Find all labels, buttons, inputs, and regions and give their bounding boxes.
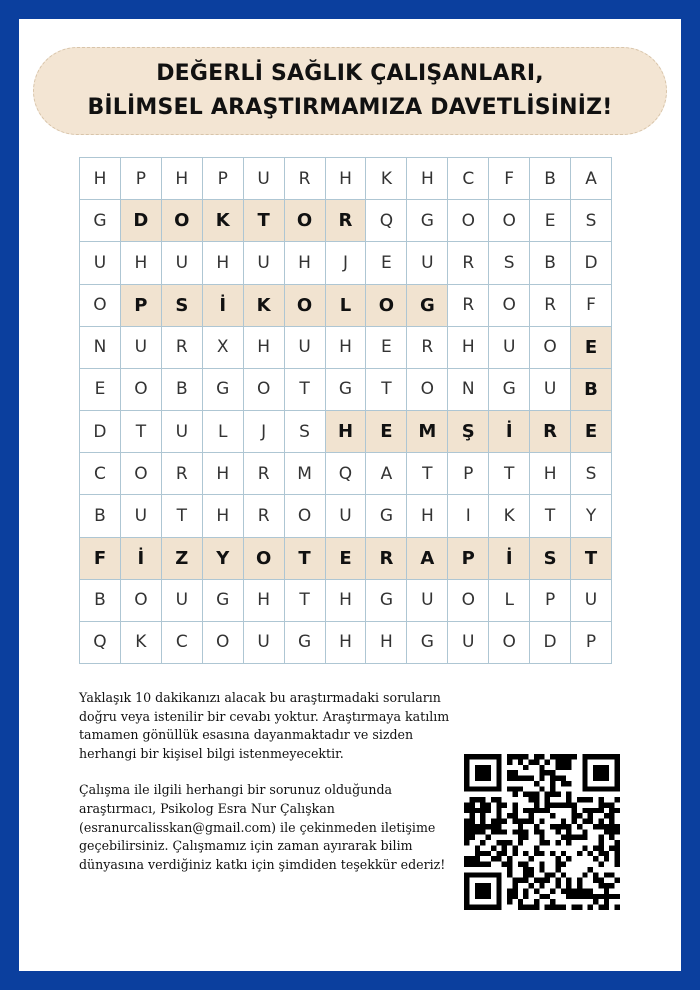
grid-cell: H	[203, 495, 244, 537]
grid-cell: P	[203, 158, 244, 200]
grid-cell: H	[285, 242, 326, 284]
grid-cell: R	[162, 327, 203, 369]
grid-cell: H	[121, 242, 162, 284]
grid-cell: R	[366, 538, 407, 580]
grid-cell: R	[530, 285, 571, 327]
grid-cell: P	[121, 285, 162, 327]
grid-cell: N	[80, 327, 121, 369]
grid-cell: E	[80, 369, 121, 411]
grid-cell: O	[80, 285, 121, 327]
info-paragraph-1: Yaklaşık 10 dakikanızı alacak bu araştırmadaki soruların doğru veya istenilir bir cevabı yoktur. Araştırmaya katılım tamamen gönüllük esasına dayanmaktadır ve sizden herhangi bir kişisel bilgi istenmeyecektir.	[79, 690, 450, 761]
grid-cell: E	[326, 538, 367, 580]
grid-cell: O	[244, 538, 285, 580]
grid-cell: U	[244, 242, 285, 284]
grid-cell: X	[203, 327, 244, 369]
grid-cell: G	[326, 369, 367, 411]
grid-cell: T	[489, 453, 530, 495]
grid-cell: K	[203, 200, 244, 242]
grid-cell: O	[244, 369, 285, 411]
grid-cell: H	[203, 453, 244, 495]
grid-cell: K	[244, 285, 285, 327]
grid-cell: U	[489, 327, 530, 369]
grid-cell: B	[530, 242, 571, 284]
grid-cell: T	[244, 200, 285, 242]
grid-cell: O	[366, 285, 407, 327]
grid-cell: U	[121, 495, 162, 537]
grid-cell: T	[285, 369, 326, 411]
grid-cell: T	[571, 538, 612, 580]
grid-cell: Q	[326, 453, 367, 495]
grid-cell: R	[530, 411, 571, 453]
grid-cell: R	[285, 158, 326, 200]
grid-cell: G	[407, 200, 448, 242]
grid-cell: L	[489, 580, 530, 622]
grid-cell: F	[489, 158, 530, 200]
grid-cell: P	[448, 453, 489, 495]
grid-cell: T	[366, 369, 407, 411]
info-text	[79, 689, 459, 892]
grid-cell: I	[448, 495, 489, 537]
grid-cell: H	[448, 327, 489, 369]
grid-cell: S	[571, 200, 612, 242]
grid-cell: C	[80, 453, 121, 495]
title-line-2: BİLİMSEL ARAŞTIRMAMIZA DAVETLİSİNİZ!	[87, 95, 613, 120]
grid-cell: O	[489, 285, 530, 327]
grid-cell: E	[366, 242, 407, 284]
grid-cell: U	[162, 411, 203, 453]
grid-cell: E	[571, 411, 612, 453]
word-search-grid	[79, 157, 612, 664]
grid-cell: H	[407, 495, 448, 537]
grid-cell: H	[326, 411, 367, 453]
grid-cell: S	[285, 411, 326, 453]
grid-cell: H	[162, 158, 203, 200]
grid-cell: E	[366, 411, 407, 453]
grid-cell: O	[530, 327, 571, 369]
grid-cell: H	[80, 158, 121, 200]
grid-cell: C	[162, 622, 203, 664]
grid-cell: O	[489, 622, 530, 664]
grid-cell: O	[121, 580, 162, 622]
grid-cell: A	[366, 453, 407, 495]
grid-cell: R	[407, 327, 448, 369]
grid-cell: Q	[366, 200, 407, 242]
grid-cell: G	[203, 580, 244, 622]
grid-cell: O	[121, 453, 162, 495]
grid-cell: D	[80, 411, 121, 453]
grid-cell: R	[162, 453, 203, 495]
grid-cell: E	[530, 200, 571, 242]
grid-cell: J	[326, 242, 367, 284]
grid-cell: D	[530, 622, 571, 664]
grid-cell: L	[203, 411, 244, 453]
grid-cell: H	[203, 242, 244, 284]
grid-cell: S	[530, 538, 571, 580]
grid-cell: T	[285, 538, 326, 580]
title-line-1: DEĞERLİ SAĞLIK ÇALIŞANLARI,	[156, 61, 544, 86]
grid-cell: P	[530, 580, 571, 622]
grid-cell: T	[407, 453, 448, 495]
grid-cell: H	[366, 622, 407, 664]
grid-cell: L	[326, 285, 367, 327]
grid-cell: U	[407, 580, 448, 622]
grid-cell: P	[121, 158, 162, 200]
grid-cell: Ş	[448, 411, 489, 453]
grid-cell: R	[448, 285, 489, 327]
grid-cell: F	[571, 285, 612, 327]
grid-cell: O	[489, 200, 530, 242]
grid-cell: S	[162, 285, 203, 327]
grid-cell: A	[571, 158, 612, 200]
grid-cell: U	[326, 495, 367, 537]
grid-cell: S	[571, 453, 612, 495]
grid-cell: T	[285, 580, 326, 622]
grid-cell: M	[285, 453, 326, 495]
grid-cell: T	[162, 495, 203, 537]
grid-cell: U	[407, 242, 448, 284]
grid-cell: K	[121, 622, 162, 664]
grid-cell: O	[448, 580, 489, 622]
grid-cell: U	[162, 242, 203, 284]
grid-cell: B	[80, 495, 121, 537]
grid-cell: E	[571, 327, 612, 369]
grid-cell: G	[285, 622, 326, 664]
grid-cell: D	[571, 242, 612, 284]
grid-cell: J	[244, 411, 285, 453]
grid-cell: B	[530, 158, 571, 200]
grid-cell: U	[244, 622, 285, 664]
grid-cell: K	[489, 495, 530, 537]
grid-cell: F	[80, 538, 121, 580]
grid-cell: R	[448, 242, 489, 284]
grid-cell: U	[121, 327, 162, 369]
grid-cell: O	[285, 285, 326, 327]
grid-cell: A	[407, 538, 448, 580]
grid-cell: G	[407, 285, 448, 327]
grid-cell: G	[80, 200, 121, 242]
grid-cell: B	[162, 369, 203, 411]
grid-cell: P	[448, 538, 489, 580]
info-paragraph-2: Çalışma ile ilgili herhangi bir sorunuz olduğunda araştırmacı, Psikolog Esra Nur Çalışkan (esranurcalisskan@gmail.com) ile çekinmeden iletişime geçebilirsiniz. Çalışmamız için zaman ayırarak bilim dünyasına verdiğiniz katkı için şimdiden teşekkür ederiz!	[79, 782, 446, 872]
grid-cell: O	[448, 200, 489, 242]
grid-cell: O	[285, 200, 326, 242]
grid-cell: G	[407, 622, 448, 664]
grid-cell: G	[489, 369, 530, 411]
qr-code-icon[interactable]	[464, 754, 620, 910]
grid-cell: U	[80, 242, 121, 284]
grid-cell: R	[326, 200, 367, 242]
grid-cell: K	[366, 158, 407, 200]
grid-cell: H	[326, 327, 367, 369]
grid-cell: H	[530, 453, 571, 495]
grid-cell: N	[448, 369, 489, 411]
title-banner	[33, 47, 667, 135]
grid-cell: C	[448, 158, 489, 200]
grid-cell: Y	[571, 495, 612, 537]
grid-cell: T	[530, 495, 571, 537]
grid-cell: Z	[162, 538, 203, 580]
grid-cell: H	[244, 327, 285, 369]
grid-cell: O	[203, 622, 244, 664]
grid-cell: R	[244, 453, 285, 495]
grid-cell: H	[407, 158, 448, 200]
grid-cell: S	[489, 242, 530, 284]
grid-cell: İ	[489, 538, 530, 580]
flyer-page	[19, 19, 681, 971]
grid-cell: G	[366, 495, 407, 537]
grid-cell: H	[326, 158, 367, 200]
grid-cell: U	[571, 580, 612, 622]
grid-cell: D	[121, 200, 162, 242]
grid-cell: O	[407, 369, 448, 411]
grid-cell: M	[407, 411, 448, 453]
grid-cell: H	[326, 622, 367, 664]
grid-cell: P	[571, 622, 612, 664]
grid-cell: G	[366, 580, 407, 622]
grid-cell: İ	[489, 411, 530, 453]
grid-cell: E	[366, 327, 407, 369]
grid-cell: U	[530, 369, 571, 411]
grid-cell: U	[448, 622, 489, 664]
grid-cell: H	[244, 580, 285, 622]
grid-cell: O	[285, 495, 326, 537]
grid-cell: R	[244, 495, 285, 537]
grid-cell: B	[80, 580, 121, 622]
grid-cell: İ	[121, 538, 162, 580]
grid-cell: U	[285, 327, 326, 369]
grid-cell: H	[326, 580, 367, 622]
grid-cell: G	[203, 369, 244, 411]
grid-cell: İ	[203, 285, 244, 327]
grid-cell: U	[244, 158, 285, 200]
grid-cell: Y	[203, 538, 244, 580]
grid-cell: O	[162, 200, 203, 242]
grid-cell: U	[162, 580, 203, 622]
grid-cell: Q	[80, 622, 121, 664]
grid-cell: T	[121, 411, 162, 453]
grid-cell: O	[121, 369, 162, 411]
grid-cell: B	[571, 369, 612, 411]
